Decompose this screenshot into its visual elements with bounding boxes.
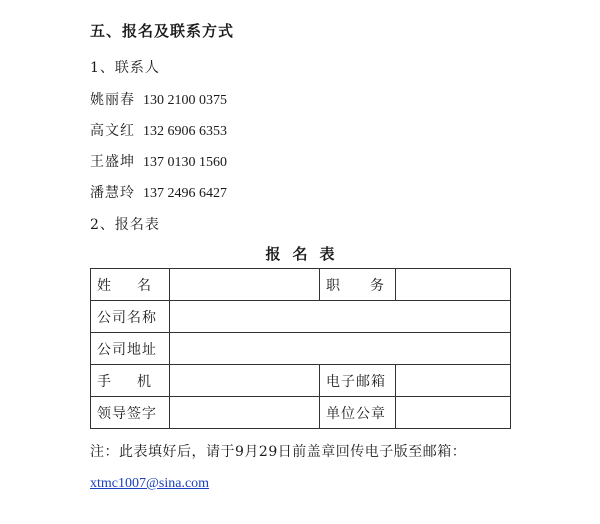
signature-label: 领导签字 [91, 397, 170, 429]
contact-phone: 137 0130 1560 [143, 155, 227, 170]
contact-phone: 132 6906 6353 [143, 124, 227, 139]
position-field[interactable] [396, 269, 511, 301]
submission-note: 注：此表填好后，请于9月29日前盖章回传电子版至邮箱： [90, 444, 467, 460]
form-heading: 2、报名表 [90, 217, 160, 233]
table-row [91, 397, 511, 429]
email-link[interactable]: xtmc1007@sina.com [90, 476, 210, 491]
address-field[interactable] [170, 333, 511, 365]
name-label-cell [91, 269, 170, 301]
position-label-text [326, 275, 384, 295]
name-label [97, 275, 151, 295]
label-char: 务 [370, 277, 384, 294]
position-label-cell [320, 269, 396, 301]
label-char: 职 [326, 277, 340, 294]
mobile-label [97, 371, 151, 391]
mobile-label-cell [91, 365, 170, 397]
table-row [91, 365, 511, 397]
contact-name: 高文红 [90, 123, 135, 139]
form-title: 报名表 [265, 245, 347, 263]
mobile-label-text [97, 371, 151, 391]
label-char: 机 [137, 373, 151, 390]
mobile-field[interactable] [170, 365, 320, 397]
position-label [326, 275, 384, 295]
email-field[interactable] [396, 365, 511, 397]
contact-name: 王盛坤 [90, 154, 135, 170]
address-label: 公司地址 [91, 333, 170, 365]
name-field[interactable] [170, 269, 320, 301]
signature-field[interactable] [170, 397, 320, 429]
company-label: 公司名称 [91, 301, 170, 333]
registration-table [90, 268, 511, 429]
contact-phone: 137 2496 6427 [143, 186, 227, 201]
label-char: 名 [137, 277, 151, 294]
company-field[interactable] [170, 301, 511, 333]
email-label: 电子邮箱 [320, 365, 396, 397]
label-char: 手 [97, 373, 111, 390]
contact-row [90, 120, 227, 140]
contact-row [90, 89, 227, 109]
contact-row [90, 151, 227, 171]
contact-name: 姚丽春 [90, 92, 135, 108]
contact-row [90, 182, 227, 202]
table-row [91, 333, 511, 365]
contact-phone: 130 2100 0375 [143, 93, 227, 108]
contacts-heading: 1、联系人 [90, 60, 160, 76]
table-row [91, 269, 511, 301]
seal-label: 单位公章 [320, 397, 396, 429]
contact-name: 潘慧玲 [90, 185, 135, 201]
label-char: 姓 [97, 277, 111, 294]
table-row [91, 301, 511, 333]
name-label-text [97, 275, 151, 295]
section-heading: 五、报名及联系方式 [90, 22, 235, 40]
seal-field[interactable] [396, 397, 511, 429]
